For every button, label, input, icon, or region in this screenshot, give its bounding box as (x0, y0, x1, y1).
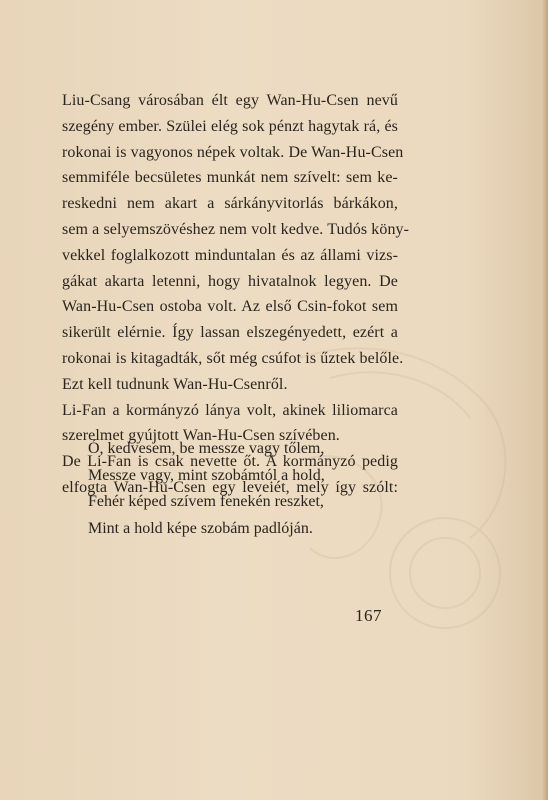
text-line: sem a selyemszövéshez nem volt kedve. Tudós köny- (62, 220, 410, 238)
page-edge-shadow (542, 0, 548, 800)
poem-line: Fehér képed szívem fenekén reszket, (88, 493, 324, 510)
text-line: sikerült elérnie. Így lassan elszegényedett, ezért a (62, 324, 398, 342)
poem-stanza (88, 436, 325, 542)
page-number: 167 (355, 606, 382, 625)
text-line: Li-Fan a kormányzó lánya volt, akinek liliomarca (62, 401, 398, 419)
text-line: semmiféle becsületes munkát nem szívelt: sem ke- (62, 169, 398, 187)
text-line: De Li-Fan is csak nevette őt. A kormányzó pedig (62, 453, 398, 471)
poem-line: Messze vagy, mint szobámtól a hold, (88, 466, 325, 484)
poem-line: Ó, kedvesem, be messze vagy tőlem, (88, 440, 325, 457)
text-line: vekkel foglalkozott minduntalan és az állami vizs- (62, 246, 398, 264)
text-line: Liu-Csang városában élt egy Wan-Hu-Csen nevű (62, 92, 398, 109)
text-line: Wan-Hu-Csen ostoba volt. Az első Csin-fokot sem (62, 298, 398, 316)
poem-line: Mint a hold képe szobám padlóján. (88, 519, 313, 537)
text-line: rokonai is kitagadták, sőt még csúfot is űztek belőle. (62, 349, 404, 367)
text-line: Ezt kell tudnunk Wan-Hu-Csenről. (62, 375, 288, 393)
text-line: gákat akarta letenni, hogy hivatalnok legyen. De (62, 272, 398, 290)
text-line: rokonai is vagyonos népek voltak. De Wan-Hu-Csen (62, 143, 404, 161)
paragraph-1 (62, 88, 410, 398)
text-line: elfogta Wan-Hu-Csen egy leveiét, mely így szólt: (62, 478, 398, 496)
text-line: szegény ember. Szülei elég sok pénzt hagytak rá, és (62, 117, 398, 135)
text-line: szerelmet gyújtott Wan-Hu-Csen szívében. (62, 427, 340, 445)
text-line: reskedni nem akart a sárkányvitorlás bárkákon, (62, 195, 398, 213)
